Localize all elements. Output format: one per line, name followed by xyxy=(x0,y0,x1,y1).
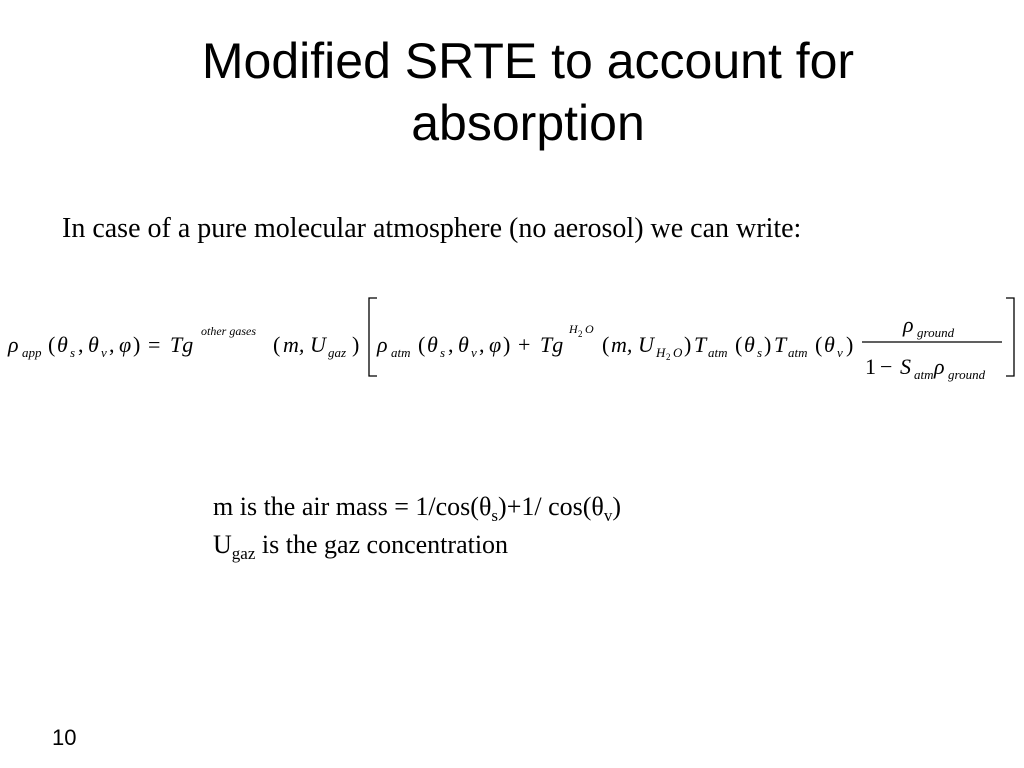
eq-atm-comma-1: , xyxy=(448,332,454,357)
eq-equals: = xyxy=(148,332,161,357)
eq-atm-lparen: ( xyxy=(418,332,426,357)
eq-atm-sub-v: v xyxy=(471,345,477,360)
eq-frac-den-atm: atm xyxy=(914,367,934,382)
eq-lhs-sub-s: s xyxy=(70,345,76,360)
eq-atm-theta-v: θ xyxy=(458,332,469,357)
gaz-U: U xyxy=(213,530,232,559)
eq-atm-phi: φ xyxy=(489,332,502,357)
eq-frac-num-ground: ground xyxy=(917,325,955,340)
eq-atm-sub-3: atm xyxy=(788,345,808,360)
air-mass-definition xyxy=(213,488,621,526)
eq-frac-den-one: 1 xyxy=(865,354,876,379)
eq-gaz-sub: gaz xyxy=(328,345,347,360)
eq-tg1-lparen: ( xyxy=(273,332,281,357)
eq-tg2-m: m, xyxy=(611,332,633,357)
eq-lhs-lparen: ( xyxy=(48,332,56,357)
eq-plus: + xyxy=(518,332,531,357)
eq-lhs-comma-1: , xyxy=(78,332,84,357)
slide-title-line-2: absorption xyxy=(411,95,645,151)
eq-lhs-theta-v: θ xyxy=(88,332,99,357)
eq-tg-2: Tg xyxy=(540,332,564,357)
definitions xyxy=(213,488,621,564)
eq-tg2-U: U xyxy=(638,332,654,357)
intro-text: In case of a pure molecular atmosphere (no aerosol) we can write: xyxy=(62,213,802,244)
eq-lhs-rparen: ) xyxy=(133,332,141,357)
eq-frac-den-S: S xyxy=(900,354,911,379)
eq-h2o-sup-2: 2 xyxy=(578,329,583,339)
eq-tg2-rparen: ) xyxy=(684,332,692,357)
eq-lhs-theta-s: θ xyxy=(57,332,68,357)
eq-frac-num-rho: ρ xyxy=(903,312,914,337)
eq-atm-sub-2: atm xyxy=(708,345,728,360)
eq-lhs-comma-2: , xyxy=(109,332,115,357)
eq-t1-theta: θ xyxy=(744,332,755,357)
eq-rho-app: ρ xyxy=(8,332,19,357)
eq-h2o-sup-O: O xyxy=(585,322,594,336)
eq-t2-sub-v: v xyxy=(837,345,843,360)
eq-t2-theta: θ xyxy=(824,332,835,357)
air-mass-end: ) xyxy=(612,492,622,521)
eq-app-sub: app xyxy=(22,345,42,360)
eq-lhs-sub-v: v xyxy=(101,345,107,360)
eq-t2-rparen: ) xyxy=(846,332,854,357)
eq-h2o-sub-O: O xyxy=(673,345,683,360)
eq-lhs-phi: φ xyxy=(119,332,132,357)
eq-T-2: T xyxy=(774,332,787,357)
eq-atm-rparen: ) xyxy=(503,332,511,357)
srte-equation xyxy=(0,295,1024,385)
slide-title-line-1: Modified SRTE to account for xyxy=(201,33,855,89)
air-mass-sub-v: v xyxy=(603,506,613,525)
eq-frac-den-minus: − xyxy=(880,354,893,379)
eq-t2-lparen: ( xyxy=(815,332,823,357)
eq-h2o-sup-H: H xyxy=(569,322,578,336)
eq-atm-theta-s: θ xyxy=(427,332,438,357)
gaz-rest: is the gaz concentration xyxy=(255,530,509,559)
eq-t1-lparen: ( xyxy=(735,332,743,357)
eq-tg1-m: m, xyxy=(283,332,305,357)
eq-other-gases-sup: other gases xyxy=(201,324,256,338)
gaz-sub: gaz xyxy=(231,544,256,563)
eq-atm-sub-1: atm xyxy=(391,345,411,360)
eq-h2o-sub-2: 2 xyxy=(666,352,671,362)
eq-frac-den-ground: ground xyxy=(948,367,986,382)
eq-atm-comma-2: , xyxy=(479,332,485,357)
page-number: 10 xyxy=(52,725,77,750)
eq-frac-den-rho: ρ xyxy=(934,354,945,379)
slide-title xyxy=(0,30,1024,154)
air-mass-mid: )+1/ cos(θ xyxy=(498,492,604,521)
eq-tg1-rparen: ) xyxy=(352,332,360,357)
eq-right-bracket xyxy=(1006,298,1014,376)
eq-tg1-U: U xyxy=(310,332,326,357)
eq-atm-sub-s: s xyxy=(440,345,446,360)
air-mass-prefix: m is the air mass = 1/cos(θ xyxy=(213,492,492,521)
air-mass-sub-s: s xyxy=(491,506,499,525)
eq-h2o-sub-H: H xyxy=(656,345,666,360)
eq-rho-atm: ρ xyxy=(377,332,388,357)
eq-t1-sub-s: s xyxy=(757,345,763,360)
eq-t1-rparen: ) xyxy=(764,332,772,357)
eq-tg-1: Tg xyxy=(170,332,194,357)
eq-T-1: T xyxy=(694,332,707,357)
gaz-definition xyxy=(213,526,621,564)
eq-left-bracket xyxy=(369,298,377,376)
eq-tg2-lparen: ( xyxy=(602,332,610,357)
